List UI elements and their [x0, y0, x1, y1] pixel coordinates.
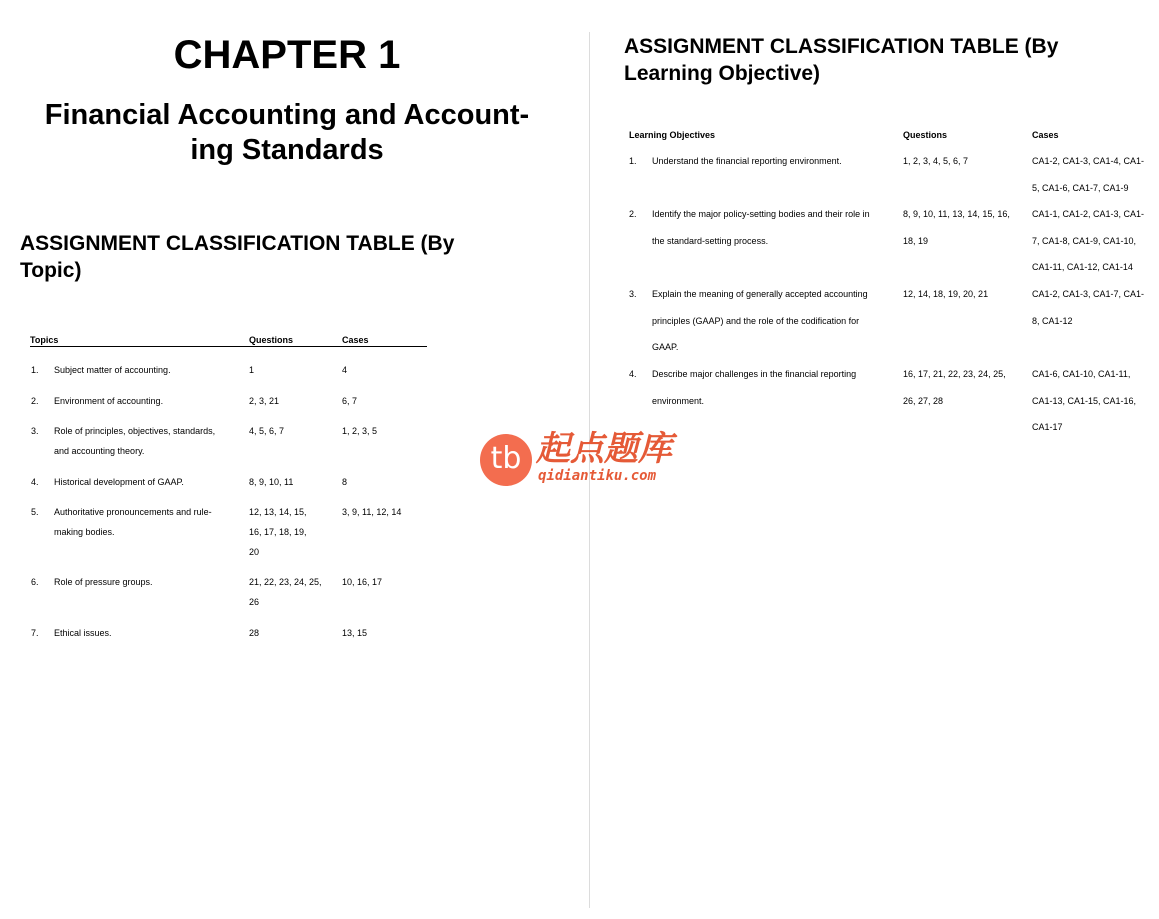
topic-cell-line: Historical development of GAAP. [54, 477, 184, 487]
questions-cell-line: 12, 13, 14, 15, [249, 507, 307, 517]
lo-cases-cell [1032, 361, 1158, 441]
questions-cell [249, 472, 339, 492]
topic-heading-line1: ASSIGNMENT CLASSIFICATION TABLE (By [20, 232, 455, 255]
row-number: 2. [629, 209, 637, 219]
lo-questions-cell [903, 201, 1028, 254]
topics-column-header: Topics [30, 335, 59, 345]
lo-cases-cell-line: CA1-2, CA1-3, CA1-4, CA1- [1032, 156, 1145, 166]
questions-cell-line: 21, 22, 23, 24, 25, [249, 577, 322, 587]
questions-cell [249, 572, 339, 612]
questions-cell-line: 16, 17, 18, 19, [249, 527, 307, 537]
topic-cell-line: Authoritative pronouncements and rule- [54, 507, 212, 517]
row-number: 6. [31, 577, 39, 587]
cases-cell [342, 502, 432, 522]
cases-cell [342, 472, 432, 492]
lo-questions-cell [903, 361, 1028, 414]
watermark-badge: tb [480, 434, 532, 486]
topic-cell-line: Ethical issues. [54, 628, 112, 638]
cases-cell [342, 421, 432, 441]
lo-cases-cell-line: CA1-13, CA1-15, CA1-16, [1032, 395, 1137, 406]
lo-questions-cell [903, 281, 1028, 308]
chapter-subtitle [0, 98, 574, 168]
objective-cell [652, 201, 897, 254]
objective-cell [652, 148, 897, 175]
lo-cases-cell-line: 8, CA1-12 [1032, 315, 1073, 326]
questions-cell-line: 20 [249, 547, 260, 557]
questions-cell-line: 2, 3, 21 [249, 396, 280, 406]
row-number: 1. [31, 365, 39, 375]
row-number: 3. [31, 426, 39, 436]
objective-heading-line2: Learning Objective) [624, 62, 821, 85]
chapter-subtitle-line1: Financial Accounting and Account- [44, 99, 530, 131]
cases-cell [342, 391, 432, 411]
objective-cell-line: principles (GAAP) and the role of the codification for [652, 315, 860, 326]
objective-cell-line: environment. [652, 395, 705, 406]
watermark-brand-en: qidiantiku.com [538, 468, 657, 484]
row-number: 1. [629, 156, 637, 166]
watermark-logo [480, 430, 680, 490]
topic-cell-line: Environment of accounting. [54, 396, 164, 406]
topic-cell [54, 421, 239, 461]
watermark-brand-cn: 起点题库 [536, 429, 672, 469]
lo-cases-cell-line: CA1-17 [1032, 422, 1063, 432]
objective-cell-line: Explain the meaning of generally accepted accounting [652, 289, 868, 299]
lo-cases-cell-line: 5, CA1-6, CA1-7, CA1-9 [1032, 182, 1129, 193]
objective-cell-line: Understand the financial reporting environment. [652, 156, 842, 166]
questions-cell [249, 502, 339, 562]
questions-cell [249, 360, 339, 380]
topic-cell [54, 572, 239, 592]
questions-cell [249, 421, 339, 441]
topic-cell-line: Role of pressure groups. [54, 577, 153, 587]
topic-cell-line: making bodies. [54, 527, 115, 537]
questions-cell-line: 4, 5, 6, 7 [249, 426, 285, 436]
lo-cases-cell-line: CA1-1, CA1-2, CA1-3, CA1- [1032, 209, 1145, 219]
lo-questions-cell-line: 1, 2, 3, 4, 5, 6, 7 [903, 156, 969, 166]
chapter-title: CHAPTER 1 [173, 33, 401, 77]
objective-cell-line: Describe major challenges in the financial reporting [652, 369, 857, 379]
cases-cell-line: 10, 16, 17 [342, 577, 383, 587]
questions-cell-line: 1 [249, 365, 255, 375]
lo-cases-cell-line: CA1-6, CA1-10, CA1-11, [1032, 369, 1131, 379]
cases-cell-line: 1, 2, 3, 5 [342, 426, 378, 436]
topic-cell [54, 623, 239, 643]
row-number: 5. [31, 507, 39, 517]
lo-cases-cell-line: CA1-11, CA1-12, CA1-14 [1032, 262, 1133, 272]
questions-cell [249, 391, 339, 411]
cases-cell [342, 572, 432, 592]
topic-cell-line: and accounting theory. [54, 446, 145, 456]
lo-cases-column-header: Cases [1032, 130, 1059, 140]
chapter-subtitle-line2: ing Standards [190, 134, 384, 166]
questions-column-header: Questions [249, 335, 294, 345]
questions-cell-line: 26 [249, 597, 260, 607]
topic-cell [54, 502, 239, 542]
row-number: 3. [629, 289, 637, 299]
lo-questions-cell-line: 26, 27, 28 [903, 395, 944, 406]
questions-cell-line: 8, 9, 10, 11 [249, 477, 294, 487]
objective-cell-line: GAAP. [652, 342, 679, 352]
cases-column-header: Cases [342, 335, 369, 345]
cases-cell-line: 4 [342, 365, 348, 375]
questions-cell-line: 28 [249, 628, 260, 638]
topic-cell [54, 360, 239, 380]
header-rule [30, 346, 427, 347]
questions-cell [249, 623, 339, 643]
lo-questions-cell [903, 148, 1028, 175]
topic-table-heading [20, 230, 540, 284]
lo-questions-cell-line: 18, 19 [903, 235, 929, 246]
objective-cell [652, 361, 897, 414]
cases-cell [342, 623, 432, 643]
lo-questions-cell-line: 8, 9, 10, 11, 13, 14, 15, 16, [903, 209, 1010, 219]
lo-questions-column-header: Questions [903, 130, 948, 140]
topic-cell [54, 391, 239, 411]
topic-cell-line: Role of principles, objectives, standards, [54, 426, 216, 436]
row-number: 4. [31, 477, 39, 487]
objective-cell-line: Identify the major policy-setting bodies and their role in [652, 209, 870, 219]
cases-cell-line: 6, 7 [342, 396, 358, 406]
lo-cases-cell [1032, 148, 1158, 201]
cases-cell-line: 13, 15 [342, 628, 368, 638]
lo-questions-cell-line: 16, 17, 21, 22, 23, 24, 25, [903, 369, 1006, 379]
row-number: 2. [31, 396, 39, 406]
objective-heading-line1: ASSIGNMENT CLASSIFICATION TABLE (By [624, 35, 1059, 58]
row-number: 4. [629, 369, 637, 379]
topic-heading-line2: Topic) [20, 259, 82, 282]
cases-cell-line: 3, 9, 11, 12, 14 [342, 507, 402, 517]
lo-questions-cell-line: 12, 14, 18, 19, 20, 21 [903, 289, 989, 299]
cases-cell [342, 360, 432, 380]
objective-cell-line: the standard-setting process. [652, 235, 769, 246]
lo-cases-cell [1032, 281, 1158, 334]
topic-cell [54, 472, 239, 492]
topic-cell-line: Subject matter of accounting. [54, 365, 171, 375]
cases-cell-line: 8 [342, 477, 348, 487]
lo-cases-cell [1032, 201, 1158, 281]
lo-cases-cell-line: CA1-2, CA1-3, CA1-7, CA1- [1032, 289, 1145, 299]
objective-cell [652, 281, 897, 361]
objective-table-heading [624, 33, 1144, 87]
row-number: 7. [31, 628, 39, 638]
objectives-column-header: Learning Objectives [629, 130, 716, 140]
lo-cases-cell-line: 7, CA1-8, CA1-9, CA1-10, [1032, 235, 1137, 246]
